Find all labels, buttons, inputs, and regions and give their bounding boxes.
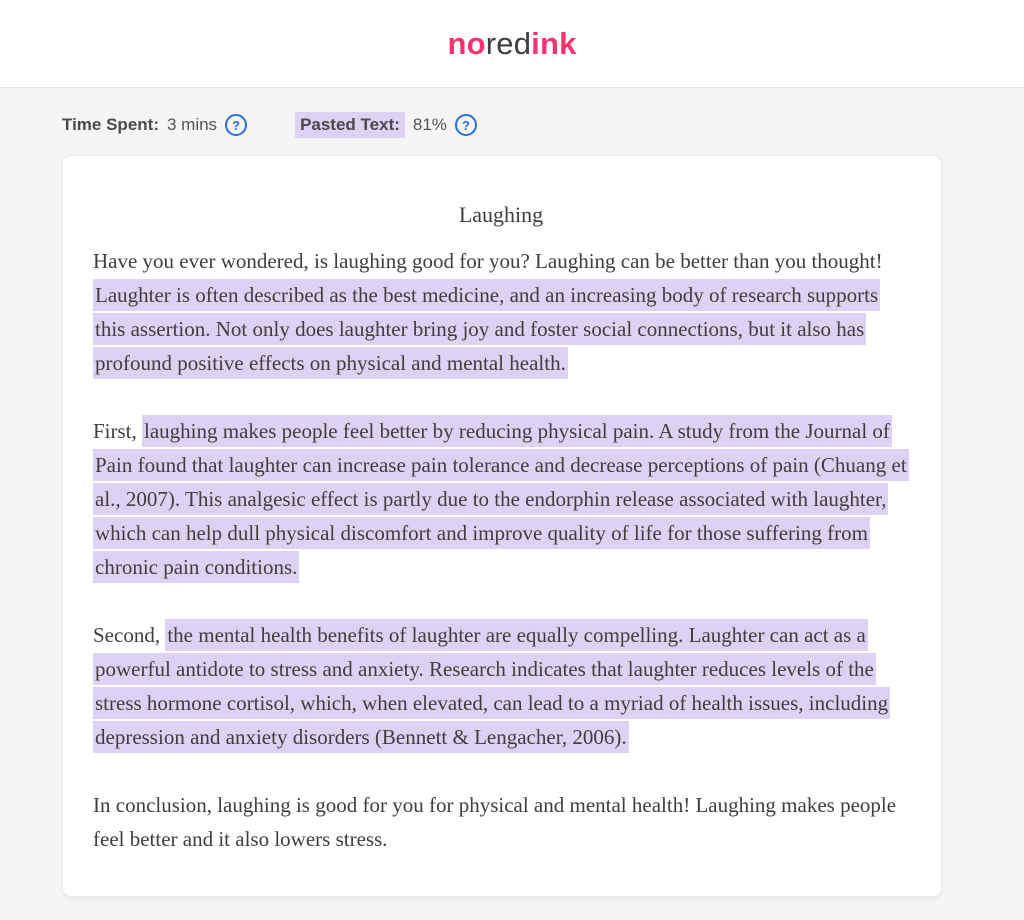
essay-card	[62, 155, 942, 897]
stats-bar	[0, 112, 1024, 138]
original-text: Second,	[93, 623, 166, 647]
logo-part-red: red	[485, 26, 532, 61]
pasted-text-highlight: laughing makes people feel better by reducing physical pain. A study from the Journal of Pain found that laughter can increase pain tolerance and decrease perceptions of pain (Chuang et al., 2007). This analgesic effect is partly due to the endorphin release associated with laughter, which can help dull physical discomfort and improve quality of life for those suffering from chronic pain conditions.	[93, 415, 909, 583]
essay-title: Laughing	[458, 202, 544, 227]
logo-part-ink: ink	[531, 26, 577, 61]
time-spent-help-icon[interactable]	[225, 114, 247, 136]
original-text: First,	[93, 419, 143, 443]
pasted-text-stat	[295, 112, 477, 138]
original-text: In conclusion, laughing is good for you for physical and mental health! Laughing makes people feel better and it also lowers stress.	[93, 793, 897, 851]
essay-paragraph	[93, 244, 909, 380]
pasted-text-help-icon[interactable]	[455, 114, 477, 136]
essay-paragraph	[93, 788, 909, 856]
logo-part-no: no	[447, 26, 486, 61]
noredink-logo	[447, 28, 576, 59]
essay-body	[93, 244, 909, 856]
essay-paragraph	[93, 618, 909, 754]
pasted-text-highlight: the mental health benefits of laughter are equally compelling. Laughter can act as a powerful antidote to stress and anxiety. Research indicates that laughter reduces levels of the stress hormone cortisol, which, when elevated, can lead to a myriad of health issues, including depression and anxiety disorders (Bennett & Lengacher, 2006).	[93, 619, 890, 753]
time-spent-label: Time Spent:	[62, 115, 159, 134]
app-header	[0, 0, 1024, 88]
report-area	[0, 88, 1024, 920]
essay-document	[93, 198, 909, 856]
pasted-text-highlight: Laughter is often described as the best medicine, and an increasing body of research supports this assertion. Not only does laughter bring joy and foster social connections, but it also has profound positive effects on physical and mental health.	[93, 279, 880, 379]
original-text: Have you ever wondered, is laughing good for you? Laughing can be better than you thought!	[93, 249, 883, 273]
time-spent-stat	[62, 114, 247, 136]
time-spent-value: 3 mins	[166, 115, 218, 134]
question-mark-icon: ?	[232, 117, 241, 133]
essay-paragraph	[93, 414, 909, 584]
pasted-text-label: Pasted Text:	[295, 112, 405, 138]
pasted-text-value: 81%	[412, 115, 447, 134]
question-mark-icon: ?	[461, 117, 470, 133]
